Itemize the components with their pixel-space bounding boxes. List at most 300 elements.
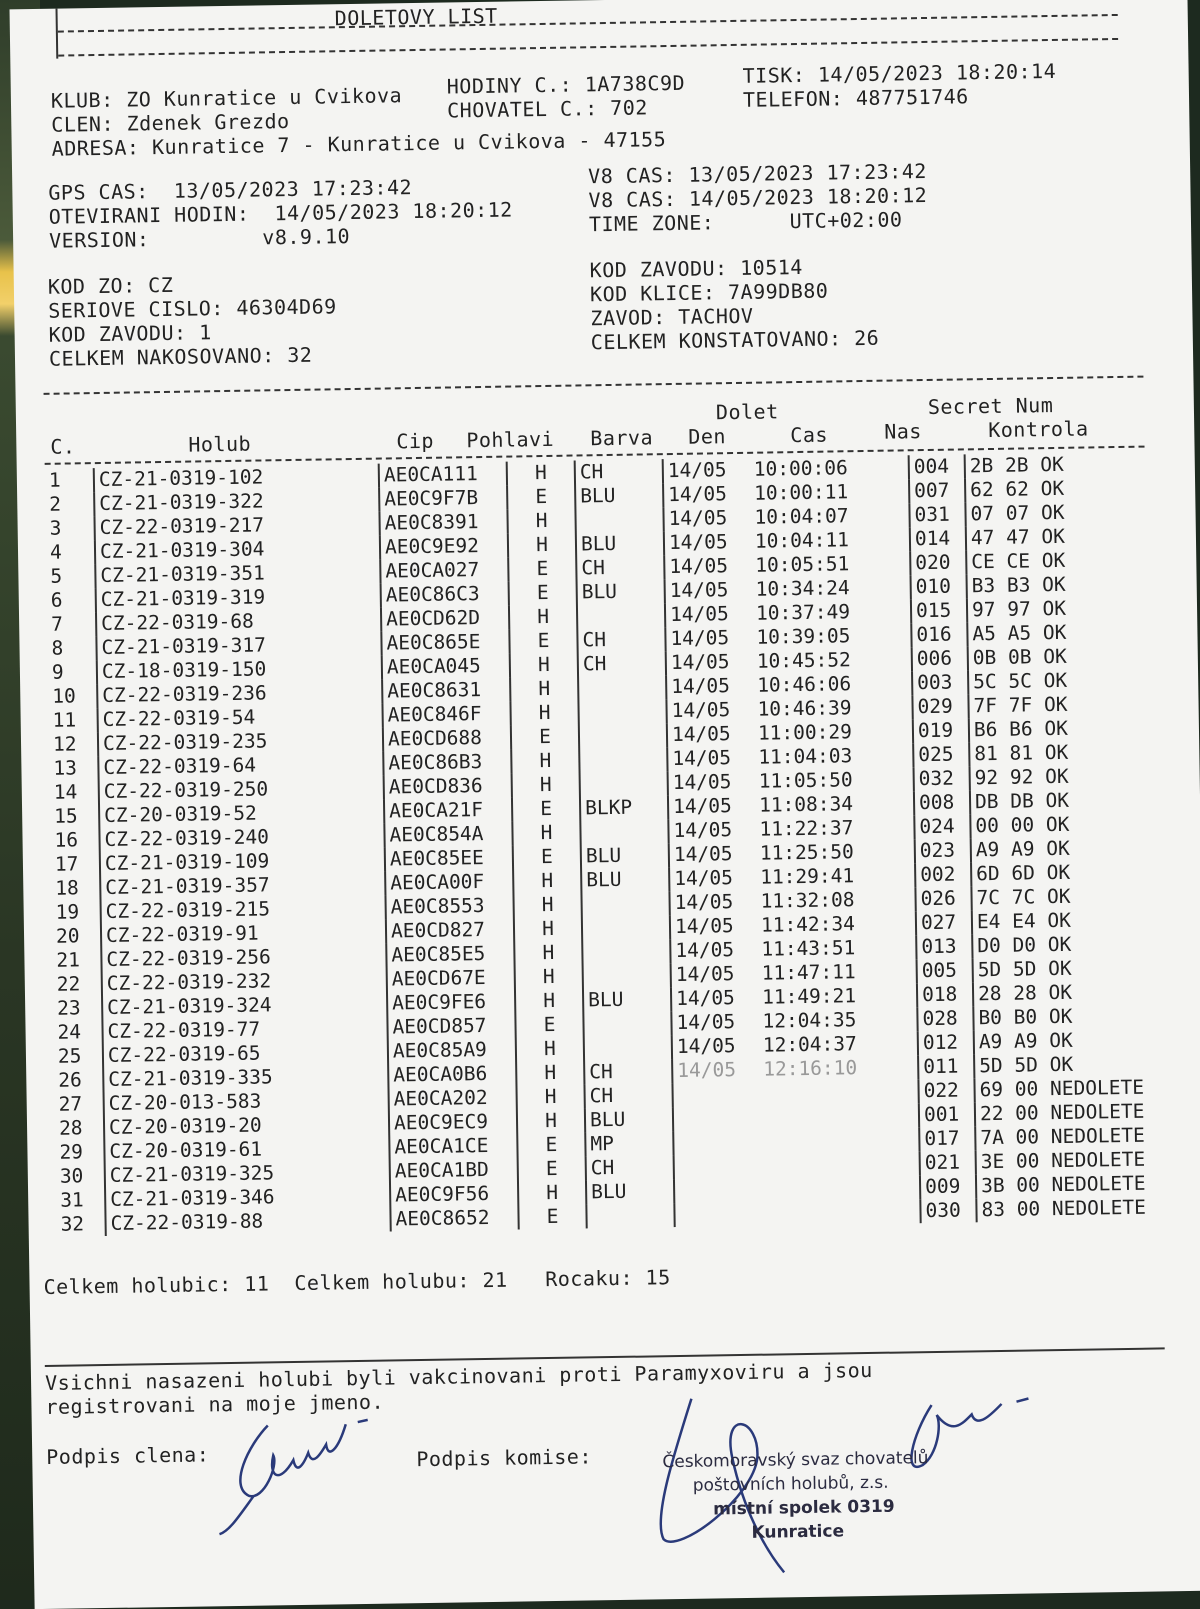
kontrola-status: OK [1040, 476, 1065, 501]
dolet-cas [759, 1079, 918, 1105]
secret-kontrola [973, 1003, 1182, 1030]
secret-num: 07 [970, 501, 995, 526]
secret-num: 7F [973, 693, 998, 718]
document-title: DOLETOVY LIST [334, 3, 498, 31]
barva [586, 1203, 674, 1228]
col-header-nas: Nas [884, 419, 923, 444]
secret-kontrola [965, 475, 1174, 502]
kontrola-status: OK [1048, 980, 1073, 1005]
secret-num: B6 [973, 717, 998, 742]
pohlavi: E [509, 581, 577, 606]
dolet-cas: 11:05:50 [758, 768, 853, 793]
chip-id: AE0C86C3 [381, 582, 509, 608]
stamp-line-3: místní spolek 0319 [712, 1496, 895, 1520]
secret-num: 3E [980, 1149, 1005, 1174]
secret-kontrola [965, 499, 1174, 526]
pohlavi: H [510, 700, 578, 725]
secret-num: 5D [979, 1053, 1003, 1078]
col-header-cas: Cas [790, 422, 829, 448]
secret-num: 6D [1011, 861, 1036, 885]
dolet-cas: 10:04:11 [754, 528, 850, 553]
kontrola-status: OK [1041, 548, 1066, 573]
dolet-den: 14/05 [667, 722, 754, 747]
dolet-cas: 10:45:52 [756, 648, 851, 673]
secret-num: 5D [1012, 957, 1037, 981]
holub-ring: CZ-22-0319-232 [102, 968, 387, 996]
holub-ring: CZ-21-0319-325 [105, 1160, 390, 1188]
chip-id: AE0C9F7B [379, 486, 507, 512]
barva [583, 1011, 671, 1036]
dolet-cas [760, 1103, 919, 1129]
dolet-den: 14/05 [664, 554, 751, 579]
dolet-den: 14/05 [670, 938, 757, 963]
row-number: 10 [52, 684, 76, 708]
nas-code: 002 [915, 862, 971, 887]
secret-num: 2B [1004, 453, 1029, 477]
secret-num: B0 [978, 1005, 1003, 1030]
title-bottom-divider [58, 38, 1118, 57]
chip-id: AE0C9EC9 [389, 1110, 517, 1136]
secret-num: 00 [975, 813, 1000, 838]
col-header-no: C. [50, 434, 76, 459]
dolet-cas: 11:00:29 [757, 720, 853, 745]
holub-ring: CZ-21-0319-109 [100, 848, 385, 876]
barva [580, 771, 668, 796]
chip-id: AE0C8631 [382, 678, 510, 704]
barva [577, 603, 665, 628]
nas-code: 007 [909, 478, 965, 503]
dolet-den: 14/05 [671, 1010, 758, 1035]
barva: CH [576, 555, 664, 580]
dolet-cas: 10:00:11 [754, 480, 849, 505]
chip-id: AE0C865E [381, 630, 509, 656]
barva [581, 891, 669, 916]
nas-code: 031 [909, 502, 965, 527]
row-number: 29 [59, 1140, 84, 1164]
kontrola-status: OK [1047, 908, 1072, 933]
secret-kontrola [970, 811, 1179, 838]
klub-line: KLUB: ZO Kunratice u Cvikova [50, 83, 403, 113]
nas-code: 020 [910, 550, 966, 575]
nas-code: 015 [911, 598, 967, 623]
secret-num: 07 [1005, 501, 1030, 525]
pohlavi: H [517, 1108, 585, 1133]
kontrola-status: OK [1049, 1052, 1074, 1077]
nas-code: 026 [915, 886, 971, 911]
secret-num: 92 [974, 765, 999, 790]
secret-kontrola [970, 787, 1179, 814]
row-number: 20 [55, 924, 80, 948]
nas-code: 001 [919, 1102, 975, 1127]
secret-kontrola [970, 763, 1179, 790]
barva [583, 963, 671, 988]
secret-kontrola [969, 715, 1178, 742]
holub-ring: CZ-18-0319-150 [97, 656, 382, 684]
dolet-cas [760, 1127, 919, 1153]
secret-num: B6 [1008, 717, 1033, 741]
kontrola-status: OK [1045, 812, 1070, 837]
nas-code: 024 [914, 814, 970, 839]
dolet-den: 14/05 [663, 458, 750, 483]
pohlavi: E [517, 1132, 585, 1157]
dolet-cas: 10:37:49 [755, 600, 851, 625]
chip-id: AE0CA027 [380, 558, 508, 584]
secret-kontrola [976, 1171, 1185, 1198]
secret-num: 47 [1005, 525, 1030, 549]
dolet-cas: 11:08:34 [758, 792, 854, 817]
nas-code: 016 [911, 622, 967, 647]
secret-num: B0 [1013, 1005, 1038, 1029]
pohlavi: E [509, 629, 577, 654]
holub-ring: CZ-21-0319-304 [95, 536, 380, 564]
col-header-cip: Cip [396, 428, 435, 454]
pohlavi: H [516, 1036, 584, 1061]
dolet-cas: 11:25:50 [759, 840, 854, 865]
secret-num: A9 [1010, 837, 1035, 861]
barva: CH [575, 459, 663, 484]
nas-code: 008 [914, 790, 970, 815]
celkem-konstatovano-line: CELKEM KONSTATOVANO: 26 [590, 325, 880, 355]
pohlavi: H [509, 605, 577, 630]
holub-ring: CZ-22-0319-88 [105, 1208, 390, 1236]
secret-num: 69 [979, 1077, 1004, 1102]
secret-num: 00 [1015, 1149, 1040, 1173]
nas-code: 023 [915, 838, 971, 863]
kontrola-status: OK [1046, 884, 1071, 909]
pohlavi: H [512, 820, 580, 845]
table-top-divider [44, 376, 1144, 395]
chip-id: AE0C8391 [379, 510, 507, 536]
chip-id: AE0CD62D [381, 606, 509, 632]
dolet-den: 14/05 [668, 818, 755, 843]
dolet-den: 14/05 [666, 698, 753, 723]
secret-num: 00 [1014, 1077, 1039, 1101]
secret-kontrola [967, 571, 1176, 598]
dolet-den: 14/05 [669, 842, 756, 867]
barva [584, 1035, 672, 1060]
secret-kontrola [965, 451, 1174, 478]
row-number: 30 [59, 1164, 84, 1188]
row-number: 13 [53, 756, 78, 780]
secret-num: 00 [1016, 1197, 1041, 1221]
row-number: 24 [57, 1020, 82, 1044]
row-number: 31 [60, 1188, 84, 1212]
col-header-kontrola: Kontrola [988, 416, 1089, 443]
kontrola-status: OK [1044, 716, 1069, 741]
row-number: 3 [49, 516, 62, 540]
pohlavi: H [514, 940, 582, 965]
pohlavi: E [518, 1204, 586, 1229]
secret-num: D0 [1012, 933, 1037, 957]
kontrola-status: OK [1042, 620, 1067, 645]
row-number: 6 [50, 588, 63, 612]
holub-ring: CZ-20-0319-20 [104, 1112, 389, 1140]
seriove-cislo-line: SERIOVE CISLO: 46304D69 [48, 294, 337, 323]
kontrola-status: OK [1043, 692, 1068, 717]
row-number: 12 [52, 732, 77, 756]
secret-num: 81 [974, 741, 998, 766]
holub-ring: CZ-22-0319-256 [101, 944, 386, 972]
stamp-line-2: poštovních holubů, z.s. [692, 1472, 889, 1496]
secret-num: E4 [1012, 909, 1036, 933]
dolet-den [674, 1202, 761, 1227]
holub-ring: CZ-21-0319-319 [96, 584, 381, 612]
dolet-den: 14/05 [666, 650, 753, 675]
chip-id: AE0C85E5 [386, 942, 514, 968]
secret-kontrola [969, 739, 1178, 766]
holub-ring: CZ-20-0319-52 [99, 800, 384, 828]
row-number: 32 [60, 1212, 85, 1236]
row-number: 16 [54, 828, 79, 852]
holub-ring: CZ-22-0319-64 [98, 752, 383, 780]
holub-ring: CZ-21-0319-324 [102, 992, 387, 1020]
secret-num: A9 [1013, 1029, 1038, 1053]
vaccination-statement-2: registrovani na moje jmeno. [45, 1389, 385, 1419]
pohlavi: E [511, 724, 579, 749]
nas-code: 028 [917, 1006, 973, 1031]
kontrola-status: OK [1044, 764, 1069, 789]
holub-ring: CZ-21-0319-102 [94, 464, 379, 492]
secret-num: 00 [1015, 1125, 1040, 1149]
dolet-cas: 10:00:06 [753, 456, 848, 481]
podpis-clena-label: Podpis clena: [46, 1442, 210, 1469]
secret-kontrola [971, 835, 1180, 862]
secret-num: 5D [977, 957, 1002, 982]
secret-kontrola [972, 907, 1181, 934]
kod-zavodu-line: KOD ZAVODU: 1 [48, 320, 212, 347]
dolet-cas: 10:46:06 [757, 672, 852, 697]
row-number: 9 [51, 660, 64, 684]
totals-line: Celkem holubic: 11 Celkem holubu: 21 Rocaku: 15 [43, 1265, 671, 1299]
secret-kontrola [971, 859, 1180, 886]
barva [578, 675, 666, 700]
pohlavi: H [508, 533, 576, 558]
secret-num: 28 [977, 981, 1002, 1006]
holub-ring: CZ-21-0319-357 [100, 872, 385, 900]
barva [582, 915, 670, 940]
holub-ring: CZ-21-0319-322 [94, 488, 379, 516]
barva [579, 747, 667, 772]
chip-id: AE0C9E92 [380, 534, 508, 560]
secret-num: DB [1010, 789, 1034, 813]
nas-code: 017 [919, 1126, 975, 1151]
secret-kontrola [972, 931, 1181, 958]
row-number: 11 [52, 708, 77, 732]
secret-num: 22 [979, 1101, 1004, 1126]
kontrola-status: OK [1047, 932, 1072, 957]
chip-id: AE0CA1CE [389, 1134, 517, 1160]
celkem-nakosovano-line: CELKEM NAKOSOVANO: 32 [48, 342, 313, 371]
row-number: 7 [50, 612, 64, 636]
barva: BLU [577, 579, 665, 604]
dolet-den: 14/05 [668, 794, 755, 819]
dolet-cas: 10:04:07 [754, 504, 849, 529]
kod-zo-line: KOD ZO: CZ [47, 272, 174, 299]
kontrola-status: OK [1045, 788, 1070, 813]
pohlavi: E [513, 844, 581, 869]
secret-num: 7F [1008, 693, 1033, 717]
chip-id: AE0CA00F [385, 870, 513, 896]
row-number: 17 [54, 852, 79, 876]
chip-id: AE0C846F [382, 702, 510, 728]
barva [575, 507, 663, 532]
pohlavi: H [513, 892, 581, 917]
chip-id: AE0C8652 [390, 1206, 518, 1232]
dolet-cas [761, 1151, 920, 1177]
secret-num: 81 [1009, 741, 1034, 765]
results-table [45, 451, 1186, 1237]
chip-id: AE0C8553 [385, 894, 513, 920]
row-number: 1 [48, 468, 61, 492]
dolet-cas: 11:04:03 [758, 744, 853, 769]
kontrola-status: OK [1046, 860, 1071, 885]
dolet-den: 14/05 [666, 674, 753, 699]
nas-code: 011 [918, 1054, 974, 1079]
secret-kontrola [976, 1195, 1185, 1222]
kontrola-status: NEDOLETE [1051, 1147, 1146, 1173]
pohlavi: E [507, 485, 575, 510]
kontrola-status: OK [1044, 740, 1069, 765]
kontrola-status: OK [1043, 644, 1067, 669]
row-number: 27 [58, 1092, 83, 1116]
col-header-pohlavi: Pohlavi [466, 426, 555, 453]
barva: CH [584, 1083, 672, 1108]
kontrola-status: OK [1049, 1028, 1073, 1053]
secret-num: 7A [980, 1125, 1005, 1150]
pohlavi: E [518, 1156, 586, 1181]
secret-num: B3 [1006, 573, 1031, 597]
dolet-den: 14/05 [671, 986, 758, 1011]
nas-code: 012 [918, 1030, 974, 1055]
clen-line: CLEN: Zdenek Grezdo [51, 108, 290, 137]
nas-code: 014 [910, 526, 966, 551]
vaccination-statement-1: Vsichni nasazeni holubi byli vakcinovani proti Paramyxoviru a jsou [44, 1357, 873, 1395]
barva: BLU [586, 1179, 674, 1204]
secret-num: 97 [1007, 597, 1031, 621]
barva: BLU [576, 531, 664, 556]
kontrola-status: NEDOLETE [1051, 1171, 1146, 1197]
dolet-den: 14/05 [672, 1058, 759, 1083]
member-signature [207, 1403, 409, 1536]
dolet-cas: 11:42:34 [760, 912, 856, 937]
barva: BLU [581, 843, 669, 868]
secret-num: 5C [973, 669, 997, 694]
adresa-line: ADRESA: Kunratice 7 - Kunratice u Cvikova - 47155 [51, 127, 667, 161]
chip-id: AE0CA21F [384, 798, 512, 824]
barva [579, 723, 667, 748]
row-number: 8 [51, 636, 64, 660]
secret-kontrola [973, 979, 1182, 1006]
secret-num: 0B [1007, 645, 1032, 669]
nas-code: 010 [911, 574, 967, 599]
zavod-line: ZAVOD: TACHOV [590, 303, 754, 331]
tisk-line: TISK: 14/05/2023 18:20:14 [742, 58, 1057, 88]
nas-code: 022 [918, 1078, 974, 1103]
secret-kontrola [974, 1027, 1183, 1054]
col-header-secret: Secret Num [927, 393, 1054, 419]
pohlavi: H [513, 868, 581, 893]
otevirani-line: OTEVIRANI HODIN: 14/05/2023 18:20:12 [48, 197, 513, 229]
dolet-den: 14/05 [669, 890, 756, 915]
row-number: 2 [49, 492, 62, 516]
nas-code: 032 [914, 766, 970, 791]
row-number: 26 [58, 1068, 82, 1092]
secret-num: 7C [976, 885, 1001, 910]
row-number: 19 [55, 900, 80, 924]
secret-num: 7C [1011, 885, 1036, 909]
dolet-cas: 12:04:35 [762, 1008, 857, 1033]
kontrola-status: OK [1048, 1004, 1073, 1029]
secret-num: D0 [977, 933, 1001, 958]
dolet-cas: 10:39:05 [756, 624, 851, 649]
dolet-cas: 12:04:37 [762, 1032, 857, 1057]
chip-id: AE0CD688 [383, 726, 511, 752]
row-number: 28 [58, 1116, 83, 1140]
time-zone-line: TIME ZONE: UTC+02:00 [588, 207, 903, 237]
pohlavi: H [516, 1084, 584, 1109]
row-number: 23 [57, 996, 81, 1020]
gps-cas-line: GPS CAS: 13/05/2023 17:23:42 [48, 175, 413, 205]
nas-code: 019 [913, 718, 969, 743]
chip-id: AE0C9FE6 [387, 990, 515, 1016]
secret-kontrola [971, 883, 1180, 910]
dolet-den: 14/05 [667, 746, 754, 771]
secret-num: 00 [1016, 1173, 1040, 1197]
barva: BLU [585, 1107, 673, 1132]
holub-ring: CZ-21-0319-335 [103, 1064, 388, 1092]
secret-num: 92 [1009, 765, 1034, 789]
dolet-den: 14/05 [671, 962, 758, 987]
pohlavi: H [514, 916, 582, 941]
secret-kontrola [975, 1099, 1184, 1126]
dolet-den: 14/05 [665, 602, 752, 627]
nas-code: 006 [912, 646, 968, 671]
chip-id: AE0C86B3 [383, 750, 511, 776]
dolet-den [674, 1154, 761, 1179]
barva [578, 699, 666, 724]
dolet-cas [761, 1199, 920, 1225]
secret-num: 5C [1008, 669, 1033, 693]
secret-kontrola [968, 691, 1177, 718]
stamp-line-1: Českomoravský svaz chovatelů [662, 1448, 929, 1473]
holub-ring: CZ-22-0319-54 [97, 704, 382, 732]
kontrola-status: NEDOLETE [1050, 1123, 1145, 1149]
secret-num: A5 [1007, 621, 1032, 645]
barva: BLKP [580, 795, 668, 820]
secret-num: A9 [975, 837, 1000, 862]
holub-ring: CZ-22-0319-91 [101, 920, 386, 948]
holub-ring: CZ-22-0319-240 [99, 824, 384, 852]
nas-code: 025 [913, 742, 969, 767]
kontrola-status: OK [1042, 596, 1067, 621]
secret-num: CE [971, 549, 995, 574]
secret-num: 62 [1005, 477, 1030, 501]
hodiny-line: HODINY C.: 1A738C9D [446, 70, 686, 99]
frame-left-edge [56, 9, 59, 59]
nas-code: 003 [912, 670, 968, 695]
chip-id: AE0C9F56 [390, 1182, 518, 1208]
secret-kontrola [976, 1147, 1185, 1174]
secret-kontrola [968, 667, 1177, 694]
dolet-cas: 11:29:41 [760, 864, 855, 889]
pohlavi: H [518, 1180, 586, 1205]
pohlavi: H [511, 748, 579, 773]
kontrola-status: OK [1040, 452, 1064, 477]
dolet-cas: 10:46:39 [757, 696, 852, 721]
holub-ring: CZ-20-013-583 [104, 1088, 389, 1116]
pohlavi: H [507, 509, 575, 534]
barva: CH [578, 651, 666, 676]
